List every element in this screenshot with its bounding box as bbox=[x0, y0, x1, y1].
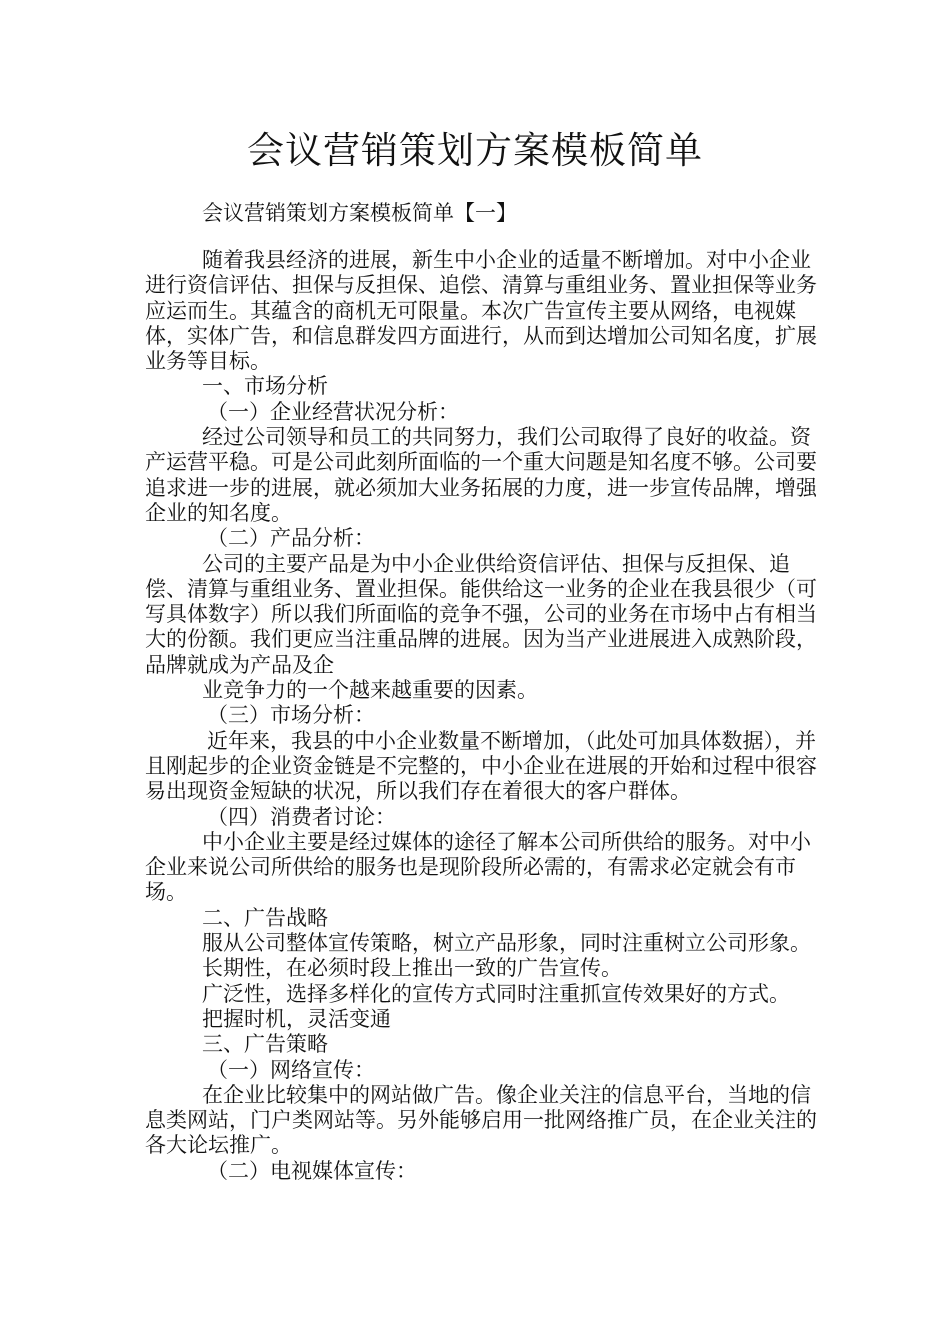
document-title: 会议营销策划方案模板简单 bbox=[247, 129, 703, 172]
paragraph: 把握时机，灵活变通 bbox=[202, 1006, 391, 1031]
paragraph: 广泛性，选择多样化的宣传方式同时注重抓宣传效果好的方式。 bbox=[202, 981, 790, 1006]
section-heading: 二、广告战略 bbox=[202, 905, 328, 930]
section-heading: 三、广告策略 bbox=[202, 1032, 328, 1057]
paragraph: 随着我县经济的进展，新生中小企业的适量不断增加。对中小企业进行资信评估、担保与反担保、追偿、清算与重组业务、置业担保等业务应运而生。其蕴含的商机无可限量。本次广告宣传主要从网络，电视媒体，实体广告，和信息群发四方面进行，从而到达增加公司知名度，扩展业务等目标。 bbox=[145, 248, 817, 374]
subsection-heading: （二）产品分析： bbox=[207, 526, 375, 551]
document-body bbox=[145, 248, 817, 1184]
paragraph: 经过公司领导和员工的共同努力，我们公司取得了良好的收益。资产运营平稳。可是公司此刻所面临的一个重大问题是知名度不够。公司要追求进一步的进展，就必须加大业务拓展的力度，进一步宣传品牌，增强企业的知名度。 bbox=[145, 425, 817, 525]
document-subtitle: 会议营销策划方案模板简单【一】 bbox=[202, 201, 517, 225]
subsection-heading: （四）消费者讨论： bbox=[207, 804, 396, 829]
subsection-heading: （一）网络宣传： bbox=[207, 1057, 375, 1082]
section-heading: 一、市场分析 bbox=[202, 374, 328, 399]
paragraph: 在企业比较集中的网站做广告。像企业关注的信息平台，当地的信息类网站，门户类网站等。另外能够启用一批网络推广员，在企业关注的各大论坛推广。 bbox=[145, 1082, 817, 1158]
paragraph: 公司的主要产品是为中小企业供给资信评估、担保与反担保、追偿、清算与重组业务、置业担保。能供给这一业务的企业在我县很少（可写具体数字）所以我们所面临的竞争不强，公司的业务在市场中占有相当大的份额。我们更应当注重品牌的进展。因为当产业进展进入成熟阶段，品牌就成为产品及企 bbox=[145, 551, 817, 677]
subsection-heading: （一）企业经营状况分析： bbox=[207, 399, 459, 424]
paragraph: 近年来，我县的中小企业数量不断增加，（此处可加具体数据），并且刚起步的企业资金链是不完整的，中小企业在进展的开始和过程中很容易出现资金短缺的状况，所以我们存在着很大的客户群体。 bbox=[145, 728, 817, 804]
subsection-heading: （二）电视媒体宣传： bbox=[207, 1158, 417, 1183]
subsection-heading: （三）市场分析： bbox=[207, 703, 375, 728]
paragraph: 中小企业主要是经过媒体的途径了解本公司所供给的服务。对中小企业来说公司所供给的服务也是现阶段所必需的，有需求必定就会有市场。 bbox=[145, 829, 811, 905]
paragraph: 长期性，在必须时段上推出一致的广告宣传。 bbox=[202, 956, 622, 981]
paragraph: 业竞争力的一个越来越重要的因素。 bbox=[202, 678, 538, 703]
paragraph: 服从公司整体宣传策略，树立产品形象，同时注重树立公司形象。 bbox=[202, 931, 811, 956]
